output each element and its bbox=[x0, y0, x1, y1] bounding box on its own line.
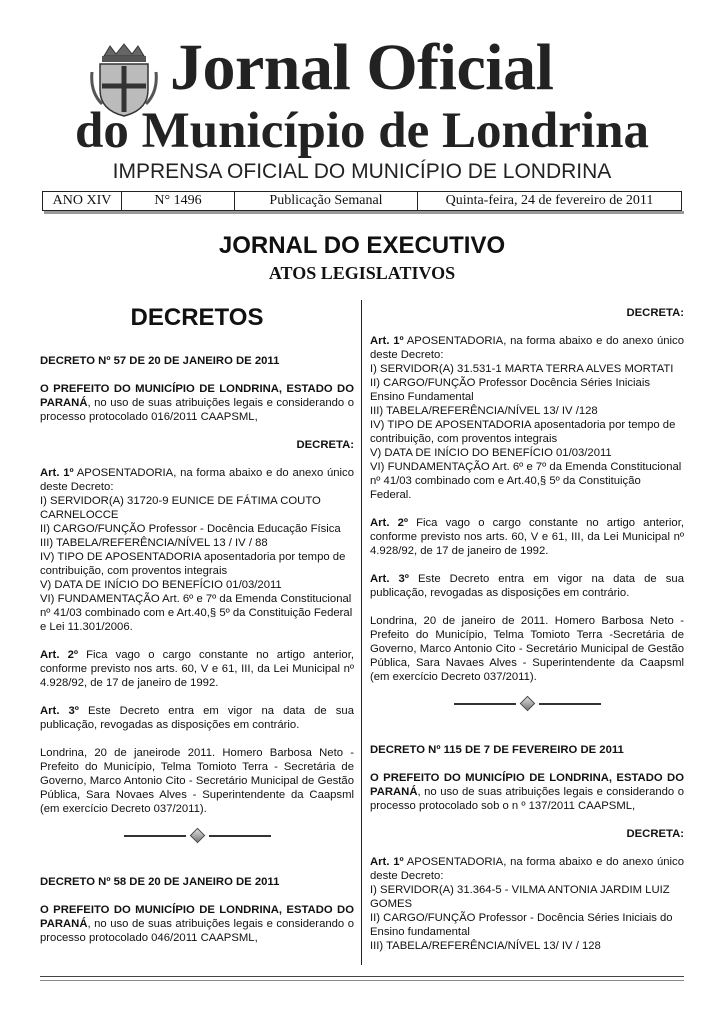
footer-rule bbox=[40, 976, 684, 977]
right-column bbox=[370, 300, 684, 953]
art-label: Art. 1º bbox=[370, 335, 404, 347]
decree-115-title: DECRETO Nº 115 DE 7 DE FEVEREIRO DE 2011 bbox=[370, 744, 624, 756]
intro-rest: , no uso de suas atribuições legais e considerando o processo protocolado 046/2011 CAAPSML, bbox=[40, 918, 354, 944]
intro-bold: O PREFEITO DO MUNICÍPIO DE LONDRINA, ESTADO DO PARANÁ bbox=[370, 772, 684, 798]
art1-item: III) TABELA/REFERÊNCIA/NÍVEL 13/ IV / 128 bbox=[370, 940, 601, 952]
intro-bold: O PREFEITO DO MUNICÍPIO DE LONDRINA, ESTADO DO PARANÁ bbox=[40, 383, 354, 409]
journal-subtitle-municipality: do Município de Londrina bbox=[75, 103, 649, 159]
publication-frequency: Publicação Semanal bbox=[235, 192, 418, 210]
intro-rest: , no uso de suas atribuições legais e considerando o processo protocolado sob o n º 137/2011 CAAPSML, bbox=[370, 786, 684, 812]
decreta-label: DECRETA: bbox=[296, 439, 354, 451]
art1-item: V) DATA DE INÍCIO DO BENEFÍCIO 01/03/2011 bbox=[40, 579, 282, 591]
intro-rest: , no uso de suas atribuições legais e considerando o processo protocolado 016/2011 CAAPSML, bbox=[40, 397, 354, 423]
art3-paragraph bbox=[370, 572, 684, 600]
art-label: Art. 1º bbox=[370, 856, 404, 868]
art1-paragraph bbox=[370, 334, 684, 362]
art1-item: III) TABELA/REFERÊNCIA/NÍVEL 13/ IV /128 bbox=[370, 405, 598, 417]
intro-bold: O PREFEITO DO MUNICÍPIO DE LONDRINA, ESTADO DO PARANÁ bbox=[40, 904, 354, 930]
art1-item: V) DATA DE INÍCIO DO BENEFÍCIO 01/03/2011 bbox=[370, 447, 612, 459]
art2-paragraph bbox=[370, 516, 684, 558]
art1-item: IV) TIPO DE APOSENTADORIA aposentadoria por tempo de contribuição, com proventos integrais bbox=[40, 551, 346, 577]
art1-item: I) SERVIDOR(A) 31.364-5 - VILMA ANTONIA JARDIM LUIZ GOMES bbox=[370, 884, 670, 910]
decree-115-intro bbox=[370, 771, 684, 813]
decreta-label: DECRETA: bbox=[626, 828, 684, 840]
art1-paragraph bbox=[370, 855, 684, 883]
art1-item: III) TABELA/REFERÊNCIA/NÍVEL 13 / IV / 88 bbox=[40, 537, 268, 549]
issue-number: N° 1496 bbox=[122, 192, 235, 210]
art-label: Art. 3º bbox=[40, 705, 79, 717]
ornament-divider bbox=[370, 698, 684, 709]
art1-item: VI) FUNDAMENTAÇÃO Art. 6º e 7º da Emenda Constitucional nº 41/03 combinado com e Art.40,§ 5º da Constituição Federal e Lei 11.301/2006. bbox=[40, 593, 353, 633]
decreta-label: DECRETA: bbox=[626, 307, 684, 319]
art-label: Art. 1º bbox=[40, 467, 74, 479]
press-name: IMPRENSA OFICIAL DO MUNICÍPIO DE LONDRINA bbox=[112, 160, 612, 183]
art1-paragraph bbox=[40, 466, 354, 494]
art-label: Art. 2º bbox=[370, 517, 408, 529]
art-text: APOSENTADORIA, na forma abaixo e do anexo único deste Decreto: bbox=[40, 467, 354, 493]
section-title: JORNAL DO EXECUTIVO bbox=[218, 232, 506, 259]
art-label: Art. 2º bbox=[40, 649, 78, 661]
diamond-icon bbox=[189, 828, 205, 844]
art3-paragraph bbox=[40, 704, 354, 732]
art1-item: I) SERVIDOR(A) 31.531-1 MARTA TERRA ALVES MORTATI bbox=[370, 363, 674, 375]
signature-paragraph: Londrina, 20 de janeiro de 2011. Homero Barbosa Neto - Prefeito do Município, Telma Tomioto Terra -Secretária de Governo, Marco Antonio Cito - Secretário Municipal de Gestão Pública, Sara Navaes Alves - Superintendente da Caapsml (em exercício Decreto 037/2011). bbox=[370, 615, 684, 683]
art1-item: VI) FUNDAMENTAÇÃO Art. 6º e 7º da Emenda Constitucional nº 41/03 combinado com e Art.40,§ 5º da Constituição Federal. bbox=[370, 461, 682, 501]
journal-title: Jornal Oficial bbox=[170, 31, 554, 104]
decree-57-intro bbox=[40, 382, 354, 424]
art-text: APOSENTADORIA, na forma abaixo e do anexo único deste Decreto: bbox=[370, 856, 684, 882]
issue-date: Quinta-feira, 24 de fevereiro de 2011 bbox=[445, 193, 654, 208]
art-text: APOSENTADORIA, na forma abaixo e do anexo único deste Decreto: bbox=[370, 335, 684, 361]
art-text: Este Decreto entra em vigor na data de sua publicação, revogadas as disposições em contrário. bbox=[40, 705, 354, 731]
issue-year: ANO XIV bbox=[43, 192, 122, 210]
issue-info-bar bbox=[42, 191, 682, 211]
art-label: Art. 3º bbox=[370, 573, 409, 585]
art1-item: II) CARGO/FUNÇÃO Professor - Docência Séries Iniciais do Ensino fundamental bbox=[370, 912, 673, 938]
footer-rule-secondary bbox=[40, 980, 684, 981]
column-divider bbox=[361, 300, 362, 965]
signature-paragraph: Londrina, 20 de janeirode 2011. Homero Barbosa Neto - Prefeito do Município, Telma Tomioto Terra - Secretária de Governo, Marco Antonio Cito - Secretário Municipal de Gestão Pública, Sara Novaes Alves - Superintendente da Caapsml (em exercício Decreto 037/2011). bbox=[40, 747, 354, 815]
info-bar-shadow bbox=[44, 211, 684, 214]
diamond-icon bbox=[519, 696, 535, 712]
art-text: Este Decreto entra em vigor na data de sua publicação, revogadas as disposições em contrário. bbox=[370, 573, 684, 599]
decree-58-intro bbox=[40, 903, 354, 945]
art1-item: II) CARGO/FUNÇÃO Professor Docência Séries Iniciais Ensino Fundamental bbox=[370, 377, 650, 403]
decretos-heading: DECRETOS bbox=[130, 304, 264, 331]
decree-57-title: DECRETO Nº 57 DE 20 DE JANEIRO DE 2011 bbox=[40, 355, 280, 367]
section-subtitle: ATOS LEGISLATIVOS bbox=[268, 263, 456, 283]
art-text: Fica vago o cargo constante no artigo anterior, conforme previsto nos arts. 60, V e 61, III, da Lei Municipal nº 4.928/92, de 17 de janeiro de 1992. bbox=[40, 649, 354, 689]
left-column bbox=[40, 300, 354, 945]
decree-58-title: DECRETO Nº 58 DE 20 DE JANEIRO DE 2011 bbox=[40, 876, 280, 888]
ornament-divider bbox=[40, 830, 354, 841]
art1-item: I) SERVIDOR(A) 31720-9 EUNICE DE FÁTIMA COUTO CARNELOCCE bbox=[40, 495, 321, 521]
art-text: Fica vago o cargo constante no artigo anterior, conforme previsto nos arts. 60, V e 61, III, da Lei Municipal nº 4.928/92, de 17 de janeiro de 1992. bbox=[370, 517, 684, 557]
art2-paragraph bbox=[40, 648, 354, 690]
art1-item: II) CARGO/FUNÇÃO Professor - Docência Educação Física bbox=[40, 523, 341, 535]
art1-item: IV) TIPO DE APOSENTADORIA aposentadoria por tempo de contribuição, com proventos integrais bbox=[370, 419, 676, 445]
